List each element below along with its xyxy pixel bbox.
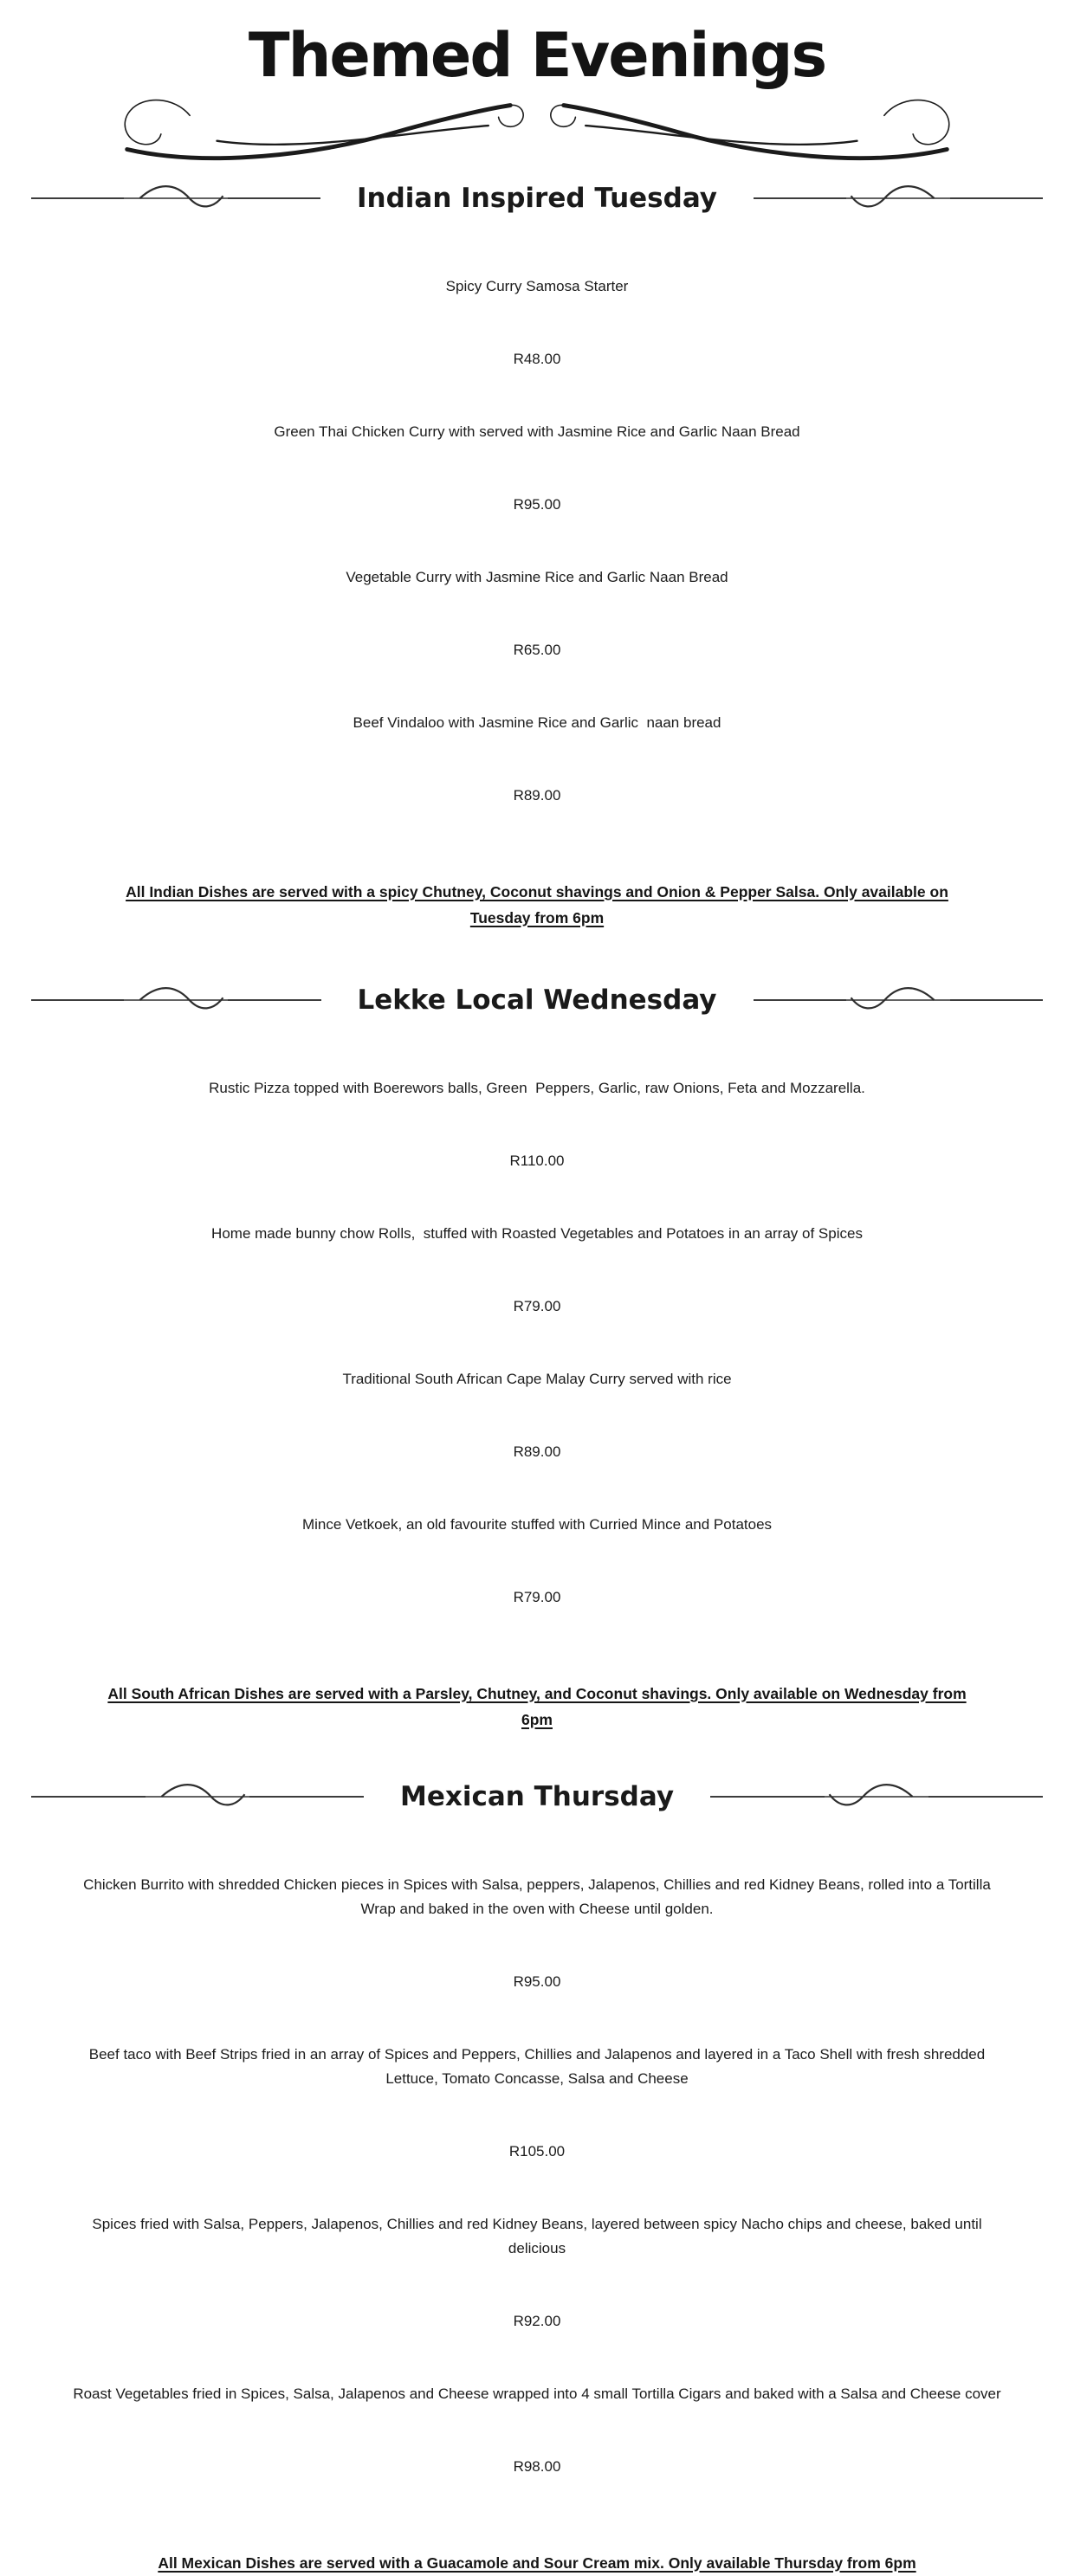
wave-icon: [124, 184, 228, 213]
flourish-swash-left-icon: [115, 93, 522, 165]
section-heading: Indian Inspired Tuesday: [356, 182, 718, 214]
menu-item-name: Roast Vegetables fried in Spices, Salsa, Jalapenos and Cheese wrapped into 4 small Tortilla Cigars and baked with a Salsa and Cheese cover: [73, 2385, 1001, 2402]
section-heading: Mexican Thursday: [399, 1780, 675, 1812]
wave-icon: [846, 184, 950, 213]
menu-item-price: R89.00: [513, 1443, 561, 1460]
page-title: Themed Evenings: [248, 20, 826, 91]
divider-wave-left-icon: [31, 985, 321, 1015]
divider-wave-left-icon: [31, 1782, 364, 1811]
menu-item-name: Spices fried with Salsa, Peppers, Jalapenos, Chillies and red Kidney Beans, layered between spicy Nacho chips and cheese, baked until delicious: [92, 2215, 987, 2256]
section-lekke-wednesday: [0, 981, 1074, 1733]
menu-item-price: R95.00: [513, 495, 561, 513]
menu-item-name: Beef Vindaloo with Jasmine Rice and Garlic naan bread: [353, 713, 721, 731]
menu-item-price: R105.00: [508, 2142, 566, 2160]
divider-line: [31, 197, 124, 199]
divider-line: [31, 1796, 146, 1798]
wave-icon: [825, 1782, 928, 1811]
menu-items: [69, 226, 1005, 856]
section-mexican-thursday: [0, 1778, 1074, 2576]
menu-item-name: Green Thai Chicken Curry with served with Jasmine Rice and Garlic Naan Bread: [274, 423, 800, 440]
menu-item-price: R79.00: [513, 1297, 561, 1314]
menu-item-name: Vegetable Curry with Jasmine Rice and Garlic Naan Bread: [346, 568, 728, 585]
divider-line: [249, 1796, 364, 1798]
flourish-swash-right-icon: [552, 93, 959, 165]
section-note: All South African Dishes are served with a Parsley, Chutney, and Coconut shavings. Only available on Wednesday from 6pm: [107, 1684, 967, 1728]
wave-icon: [846, 985, 950, 1015]
menu-items: [69, 1028, 1005, 1658]
divider-line: [710, 1796, 825, 1798]
section-heading: Lekke Local Wednesday: [357, 984, 717, 1016]
menu-item-price: R110.00: [509, 1152, 565, 1169]
divider-line: [754, 999, 846, 1001]
divider-wave-left-icon: [31, 184, 320, 213]
menu-item-price: R65.00: [513, 641, 561, 658]
menu-item-price: R95.00: [513, 1972, 561, 1990]
menu-item-name: Chicken Burrito with shredded Chicken pieces in Spices with Salsa, peppers, Jalapenos, Chillies and red Kidney Beans, rolled into a Tortilla Wrap and baked in the oven with Cheese until golden.: [83, 1876, 995, 1917]
section-indian-tuesday: [0, 179, 1074, 931]
section-header: [0, 981, 1074, 1019]
section-note: All Indian Dishes are served with a spicy Chutney, Coconut shavings and Onion & Pepper Salsa. Only available on Tuesday from 6pm: [126, 882, 948, 926]
menu-item-name: Spicy Curry Samosa Starter: [445, 277, 629, 294]
divider-line: [228, 197, 320, 199]
menu-item-price: R92.00: [513, 2312, 561, 2329]
divider-line: [950, 197, 1043, 199]
section-header: [0, 179, 1074, 217]
divider-wave-right-icon: [754, 985, 1044, 1015]
menu-item-name: Beef taco with Beef Strips fried in an array of Spices and Peppers, Chillies and Jalapenos and layered in a Taco Shell with fresh shredded Lettuce, Tomato Concasse, Salsa and Cheese: [88, 2045, 989, 2087]
menu-item-name: Home made bunny chow Rolls, stuffed with Roasted Vegetables and Potatoes in an array of Spices: [211, 1224, 863, 1242]
wave-icon: [146, 1782, 249, 1811]
section-header: [0, 1778, 1074, 1816]
divider-line: [228, 999, 320, 1001]
menu-item-price: R98.00: [513, 2457, 561, 2475]
divider-line: [928, 1796, 1043, 1798]
divider-line: [754, 197, 846, 199]
menu-item-name: Mince Vetkoek, an old favourite stuffed with Curried Mince and Potatoes: [301, 1515, 773, 1533]
menu-item-name: Traditional South African Cape Malay Curry served with rice: [342, 1370, 732, 1387]
menu-item-price: R48.00: [513, 350, 561, 367]
divider-line: [31, 999, 124, 1001]
menu-item-name: Rustic Pizza topped with Boerewors balls, Green Peppers, Garlic, raw Onions, Feta and Mozzarella.: [209, 1079, 865, 1096]
section-note: All Mexican Dishes are served with a Guacamole and Sour Cream mix. Only available Thursday from 6pm: [158, 2553, 916, 2572]
divider-wave-right-icon: [710, 1782, 1043, 1811]
menu-items: [69, 1824, 1005, 2528]
divider-line: [950, 999, 1043, 1001]
divider-wave-right-icon: [754, 184, 1043, 213]
wave-icon: [124, 985, 228, 1015]
menu-item-price: R89.00: [513, 786, 561, 804]
menu-page: [0, 20, 1074, 2572]
menu-item-price: R79.00: [513, 1588, 561, 1605]
title-flourish: [0, 91, 1074, 167]
